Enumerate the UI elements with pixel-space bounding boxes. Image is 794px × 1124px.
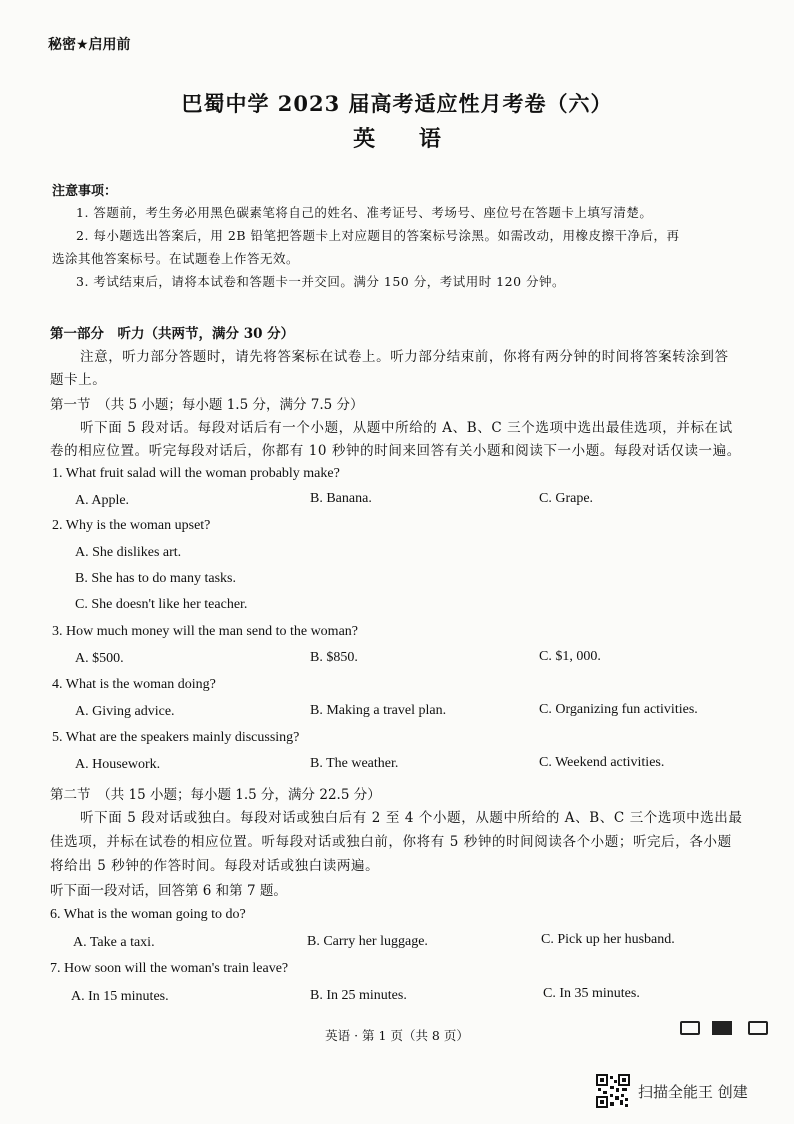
option-c: C. Grape. xyxy=(539,491,594,506)
scanner-watermark xyxy=(596,1074,748,1108)
section2-instruction-line: 佳选项，并标在试卷的相应位置。听每段对话或独白前，你将有 5 秒钟的时间阅读各个小题；听完后，各小题 xyxy=(50,834,732,850)
section1-heading: 第一节 （共 5 小题；每小题 1.5 分，满分 7.5 分） xyxy=(50,397,364,413)
option-a: A. She dislikes art. xyxy=(75,545,182,560)
option-c: C. Pick up her husband. xyxy=(541,932,675,947)
confidential-label: 秘密★启用前 xyxy=(48,37,131,53)
option-a: A. Giving advice. xyxy=(75,704,175,719)
exam-title: 巴蜀中学 2023 届高考适应性月考卷（六） xyxy=(181,91,613,116)
option-c: C. $1, 000. xyxy=(539,649,601,664)
question-stem: 7. How soon will the woman's train leave? xyxy=(50,961,289,976)
alignment-mark xyxy=(748,1021,768,1035)
option-a: A. Apple. xyxy=(75,493,130,508)
option-b: B. She has to do many tasks. xyxy=(75,571,236,586)
option-c: C. Weekend activities. xyxy=(539,755,665,770)
section2-instruction-line: 听下面 5 段对话或独白。每段对话或独白后有 2 至 4 个小题，从题中所给的 A、B、C 三个选项中选出最 xyxy=(80,810,743,826)
question-stem: 3. How much money will the man send to the woman? xyxy=(52,624,358,639)
option-b: B. $850. xyxy=(310,650,358,665)
option-b: B. The weather. xyxy=(310,756,399,771)
alignment-mark xyxy=(712,1021,732,1035)
option-a: A. Housework. xyxy=(75,757,161,772)
question-stem: 4. What is the woman doing? xyxy=(52,677,216,692)
option-c: C. In 35 minutes. xyxy=(543,986,640,1001)
note-line: 选涂其他答案标号。在试题卷上作答无效。 xyxy=(52,251,300,266)
part1-intro-line: 题卡上。 xyxy=(50,372,107,388)
question-stem: 2. Why is the woman upset? xyxy=(52,518,211,533)
note-line: 1. 答题前，考生务必用黑色碳素笔将自己的姓名、准考证号、考场号、座位号在答题卡上填写清楚。 xyxy=(76,205,653,220)
note-line: 3. 考试结束后，请将本试卷和答题卡一并交回。满分 150 分，考试用时 120 分钟。 xyxy=(76,274,566,289)
option-a: A. $500. xyxy=(75,651,124,666)
option-a: A. In 15 minutes. xyxy=(71,989,169,1004)
option-c: C. Organizing fun activities. xyxy=(539,702,698,717)
alignment-mark xyxy=(680,1021,700,1035)
option-c: C. She doesn't like her teacher. xyxy=(75,597,248,612)
option-b: B. Banana. xyxy=(310,491,372,506)
scanner-label: 扫描全能王 创建 xyxy=(638,1082,748,1101)
subject-title: 英 语 xyxy=(353,126,459,152)
section2-heading: 第二节 （共 15 小题；每小题 1.5 分，满分 22.5 分） xyxy=(50,787,381,803)
note-line: 2. 每小题选出答案后，用 2B 铅笔把答题卡上对应题目的答案标号涂黑。如需改动，用橡皮擦干净后，再 xyxy=(76,228,680,243)
option-b: B. Carry her luggage. xyxy=(307,934,428,949)
section1-instruction-line: 卷的相应位置。听完每段对话后，你都有 10 秒钟的时间来回答有关小题和阅读下一小题。每段对话仅读一遍。 xyxy=(50,443,741,459)
question-stem: 1. What fruit salad will the woman probably make? xyxy=(52,466,340,481)
notes-heading: 注意事项： xyxy=(52,184,118,199)
option-a: A. Take a taxi. xyxy=(73,935,155,950)
question-stem: 6. What is the woman going to do? xyxy=(50,907,246,922)
part1-intro-line: 注意，听力部分答题时，请先将答案标在试卷上。听力部分结束前，你将有两分钟的时间将答案转涂到答 xyxy=(80,349,729,365)
option-b: B. In 25 minutes. xyxy=(310,988,407,1003)
section2-lead: 听下面一段对话，回答第 6 和第 7 题。 xyxy=(50,883,287,899)
option-b: B. Making a travel plan. xyxy=(310,703,447,718)
part1-heading: 第一部分 听力（共两节，满分 30 分） xyxy=(50,326,295,342)
question-stem: 5. What are the speakers mainly discussing? xyxy=(52,730,300,745)
section2-instruction-line: 将给出 5 秒钟的作答时间。每段对话或独白读两遍。 xyxy=(50,858,380,874)
qr-code-icon xyxy=(596,1074,630,1108)
section1-instruction-line: 听下面 5 段对话。每段对话后有一个小题，从题中所给的 A、B、C 三个选项中选出最佳选项，并标在试 xyxy=(80,420,733,436)
page-number: 英语 · 第 1 页（共 8 页） xyxy=(325,1028,469,1043)
